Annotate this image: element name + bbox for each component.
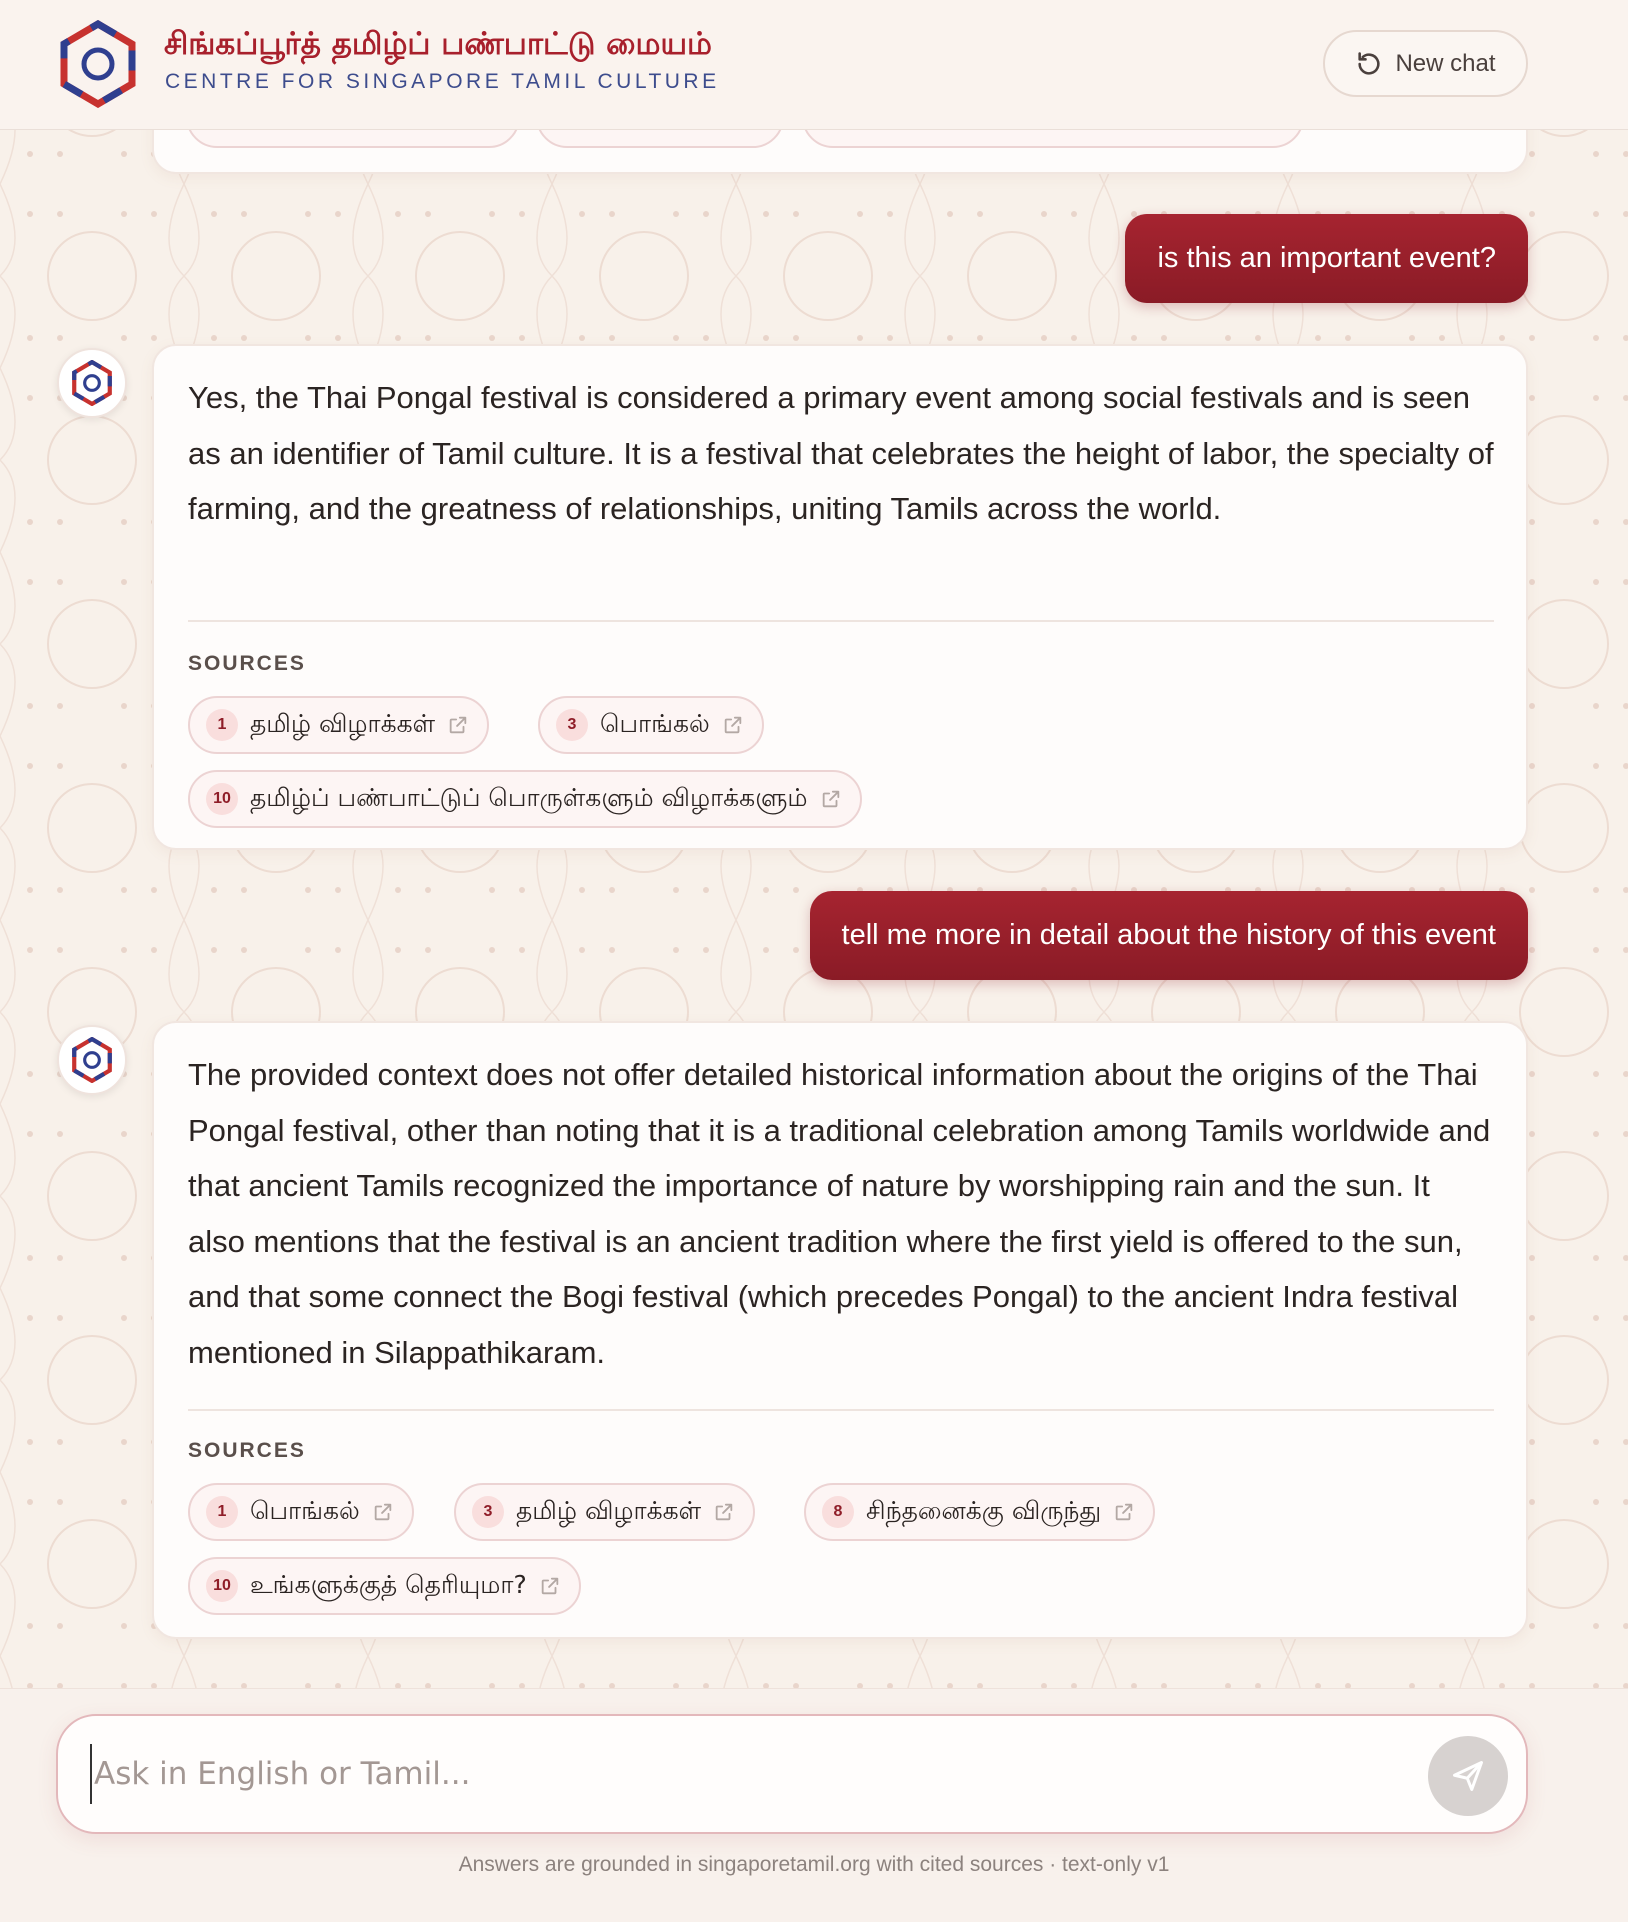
message-input[interactable] <box>90 1744 1370 1804</box>
user-message: is this an important event? <box>1125 214 1528 303</box>
brand-title-english: CENTRE FOR SINGAPORE TAMIL CULTURE <box>165 70 720 93</box>
brand-title-tamil: சிங்கப்பூர்த் தமிழ்ப் பண்பாட்டு மையம் <box>164 26 712 62</box>
assistant-avatar <box>57 348 127 418</box>
sources-label: SOURCES <box>188 1439 306 1462</box>
sources-label: SOURCES <box>188 652 306 675</box>
source-title: பொங்கல் <box>250 1495 360 1525</box>
source-title: தமிழ்ப் பண்பாட்டுப் பொருள்களும் விழாக்களும் <box>250 782 808 812</box>
source-number: 10 <box>206 783 238 815</box>
source-title: தமிழ் விழாக்கள் <box>250 708 436 738</box>
user-message: tell me more in detail about the history of this event <box>810 891 1528 980</box>
source-number: 3 <box>472 1496 504 1528</box>
divider <box>188 620 1494 622</box>
composer <box>56 1714 1528 1834</box>
external-link-icon <box>539 1575 561 1597</box>
app-header <box>0 0 1628 130</box>
source-number: 8 <box>822 1496 854 1528</box>
composer-area <box>0 1688 1628 1922</box>
external-link-icon <box>1113 1501 1135 1523</box>
source-number: 1 <box>206 1496 238 1528</box>
new-chat-label: New chat <box>1395 49 1496 77</box>
source-pill[interactable] <box>188 770 862 828</box>
refresh-icon <box>1355 50 1383 78</box>
send-button[interactable] <box>1428 1736 1508 1816</box>
source-pill[interactable] <box>188 696 489 754</box>
source-title: உங்களுக்குத் தெரியுமா? <box>250 1569 527 1599</box>
source-pill[interactable] <box>188 1557 581 1615</box>
send-icon <box>1450 1758 1486 1794</box>
source-number: 3 <box>556 709 588 741</box>
assistant-avatar <box>57 1025 127 1095</box>
divider <box>188 1409 1494 1411</box>
source-title: பொங்கல் <box>600 708 710 738</box>
external-link-icon <box>722 714 744 736</box>
external-link-icon <box>372 1501 394 1523</box>
source-number: 1 <box>206 709 238 741</box>
source-pill[interactable] <box>804 1483 1155 1541</box>
source-title: சிந்தனைக்கு விருந்து <box>866 1495 1102 1525</box>
source-number: 10 <box>206 1570 238 1602</box>
answer-text: The provided context does not offer detailed historical information about the origins of the Thai Pongal festival, other than noting that it is a traditional celebration among Tamils worldwide and that ancient Tamils recognized the importance of nature by worshipping rain and the sun. It also mentions that the festival is an ancient tradition where the first yield is offered to the sun, and that some connect the Bogi festival (which precedes Pongal) to the ancient Indra festival mentioned in Silappathikaram. <box>188 1057 1491 1370</box>
source-pill[interactable] <box>188 1483 414 1541</box>
external-link-icon <box>713 1501 735 1523</box>
logo-icon <box>69 1037 115 1083</box>
answer-text: Yes, the Thai Pongal festival is considered a primary event among social festivals and is seen as an identifier of Tamil culture. It is a festival that celebrates the height of labor, the specialty of farming, and the greatness of relationships, uniting Tamils across the world. <box>188 380 1494 526</box>
external-link-icon <box>447 714 469 736</box>
footnote: Answers are grounded in singaporetamil.org with cited sources · text-only v1 <box>458 1853 1170 1876</box>
new-chat-button[interactable] <box>1323 30 1528 97</box>
assistant-answer-card <box>152 1021 1528 1639</box>
source-pill[interactable] <box>454 1483 755 1541</box>
source-title: தமிழ் விழாக்கள் <box>516 1495 702 1525</box>
assistant-answer-card <box>152 344 1528 850</box>
logo-icon <box>54 20 142 108</box>
logo-icon <box>69 360 115 406</box>
source-pill[interactable] <box>538 696 764 754</box>
external-link-icon <box>820 788 842 810</box>
